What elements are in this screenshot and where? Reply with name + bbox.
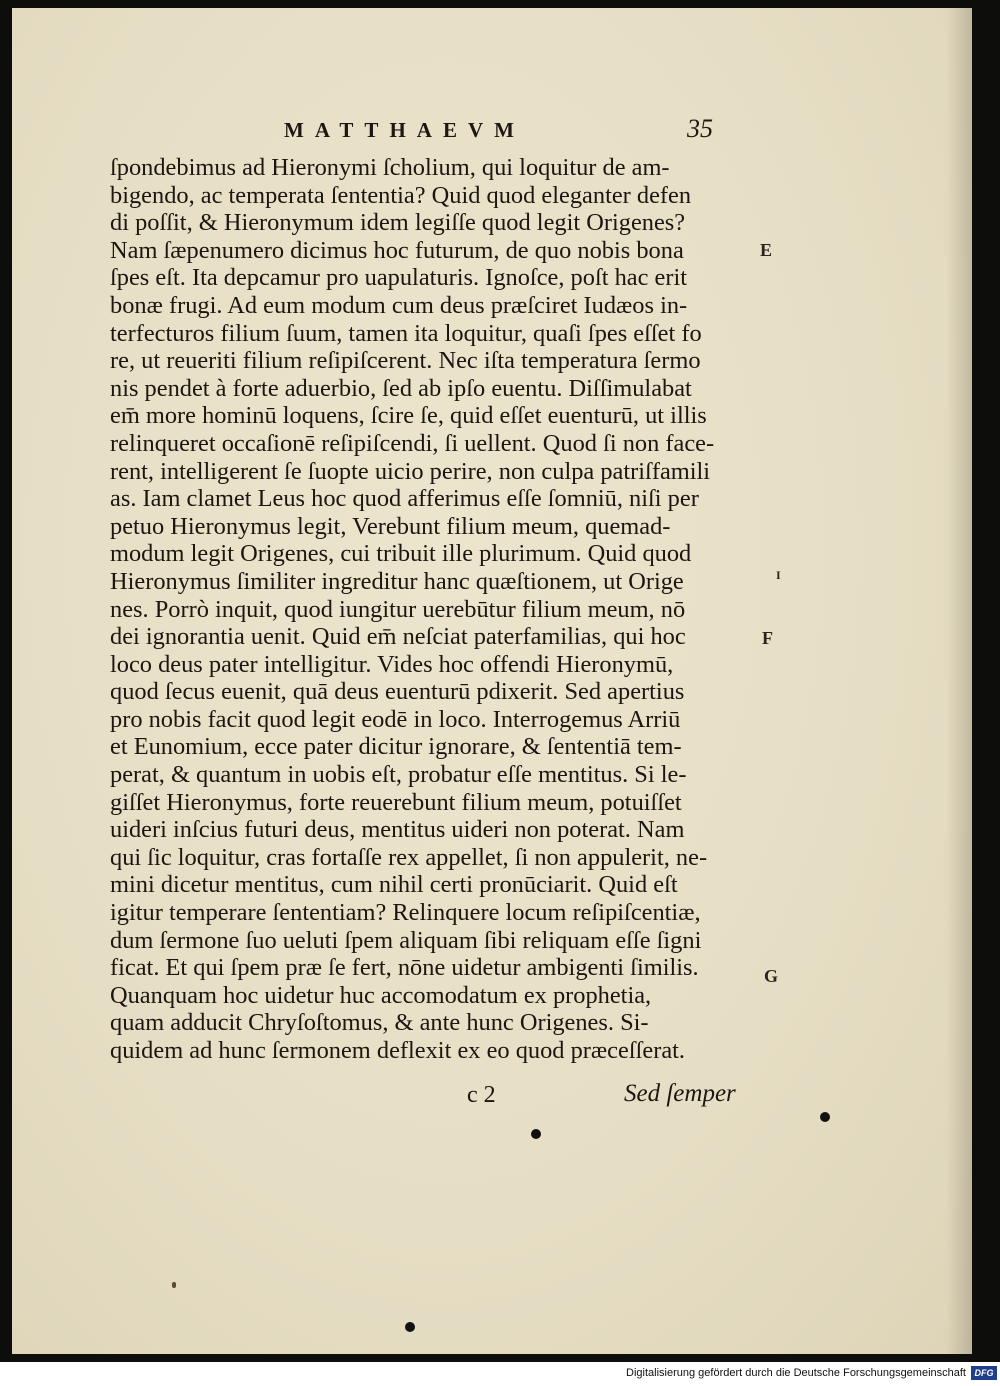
text-line: relinqueret occaſionē reſipiſcendi, ſi uellent. Quod ſi non face- xyxy=(110,429,715,457)
text-line: ficat. Et qui ſpem præ ſe fert, nōne uidetur ambigenti ſimilis. xyxy=(110,954,699,982)
text-line: nes. Porrò inquit, quod iungitur uerebūtur filium meum, nō xyxy=(110,595,686,623)
margin-letter-i: I xyxy=(776,568,781,582)
text-line: mini dicetur mentitus, cum nihil certi pronūciarit. Quid eſt xyxy=(110,871,678,899)
text-line: qui ſic loquitur, cras fortaſſe rex appellet, ſi non appulerit, ne- xyxy=(110,843,708,871)
text-line: quod ſecus euenit, quā deus euenturū pdixerit. Sed apertius xyxy=(110,678,685,706)
binding-hole-dot xyxy=(405,1322,415,1332)
book-page xyxy=(12,8,972,1354)
margin-letter-g: G xyxy=(764,966,779,986)
text-line: di poſſit, & Hieronymum idem legiſſe quod legit Origenes? xyxy=(110,209,686,237)
page-edge-shadow xyxy=(946,8,972,1354)
folio-number: 35 xyxy=(687,114,713,143)
signature-mark: c 2 xyxy=(467,1082,496,1108)
text-line: ſpes eſt. Ita depcamur pro uapulaturis. Ignoſce, poſt hac erit xyxy=(110,264,688,292)
paper-speck xyxy=(172,1282,176,1288)
binding-hole-dot xyxy=(820,1112,830,1122)
text-line: em̄ more hominū loquens, ſcire ſe, quid eſſet euenturū, ut illis xyxy=(110,402,707,430)
text-line: pro nobis facit quod legit eodē in loco. Interrogemus Arriū xyxy=(110,705,681,733)
text-line: dum ſermone ſuo ueluti ſpem aliquam ſibi reliquam eſſe ſigni xyxy=(110,926,702,954)
text-line: quidem ad hunc ſermonem deflexit ex eo quod præceſſerat. xyxy=(110,1037,686,1064)
text-line: petuo Hieronymus legit, Verebunt filium meum, quemad- xyxy=(110,512,671,540)
text-line: bigendo, ac temperata ſententia? Quid quod eleganter defen xyxy=(110,181,692,209)
text-line: Nam ſæpenumero dicimus hoc futurum, de quo nobis bona xyxy=(110,236,684,264)
text-line: Hieronymus ſimiliter ingreditur hanc quæſtionem, ut Orige xyxy=(110,567,684,595)
text-line: nis pendet à forte aduerbio, ſed ab ipſo euentu. Diſſimulabat xyxy=(110,374,692,402)
text-line: perat, & quantum in uobis eſt, probatur eſſe mentitus. Si le- xyxy=(110,761,687,789)
dfg-logo-icon: DFG xyxy=(971,1366,997,1380)
credit-bar xyxy=(0,1362,1000,1386)
text-line: giſſet Hieronymus, forte reuerebunt filium meum, potuiſſet xyxy=(110,788,682,816)
text-line: Quanquam hoc uidetur huc accomodatum ex prophetia, xyxy=(110,981,652,1009)
page-header xyxy=(12,112,972,152)
text-line: loco deus pater intelligitur. Vides hoc offendi Hieronymū, xyxy=(110,650,674,678)
text-line: et Eunomium, ecce pater dicitur ignorare, & ſententiā tem- xyxy=(110,733,682,761)
binding-hole-dot xyxy=(531,1129,541,1139)
funding-credit: Digitalisierung gefördert durch die Deutsche Forschungsgemeinschaft xyxy=(626,1367,966,1379)
page-footer xyxy=(12,1080,972,1114)
text-line: quam adducit Chryſoſtomus, & ante hunc Origenes. Si- xyxy=(110,1009,649,1037)
text-line: rent, intelligerent ſe ſuopte uicio perire, non culpa patriſfamili xyxy=(110,457,711,485)
catchword: Sed ſemper xyxy=(624,1080,736,1107)
text-line: dei ignorantia uenit. Quid em̄ neſciat paterfamilias, qui hoc xyxy=(110,623,686,651)
text-line: modum legit Origenes, cui tribuit ille plurimum. Quid quod xyxy=(110,540,692,568)
main-text-block xyxy=(110,154,760,1065)
text-line: bonæ frugi. Ad eum modum cum deus præſciret Iudæos in- xyxy=(110,291,688,319)
running-head: MATTHAEVM xyxy=(284,118,525,142)
text-line: re, ut reueriti filium reſipiſcerent. Nec iſta temperatura ſermo xyxy=(110,347,701,375)
margin-letter-f: F xyxy=(762,628,773,648)
text-line: igitur temperare ſententiam? Relinquere locum reſipiſcentiæ, xyxy=(110,899,701,927)
margin-letter-e: E xyxy=(760,240,773,260)
text-line: as. Iam clamet Leus hoc quod afferimus eſſe ſomniū, niſi per xyxy=(110,485,699,513)
text-line: uideri inſcius futuri deus, mentitus uideri non poterat. Nam xyxy=(110,816,685,844)
text-line: terfecturos filium ſuum, tamen ita loquitur, quaſi ſpes eſſet fo xyxy=(110,319,702,347)
text-line: ſpondebimus ad Hieronymi ſcholium, qui loquitur de am- xyxy=(110,154,670,181)
